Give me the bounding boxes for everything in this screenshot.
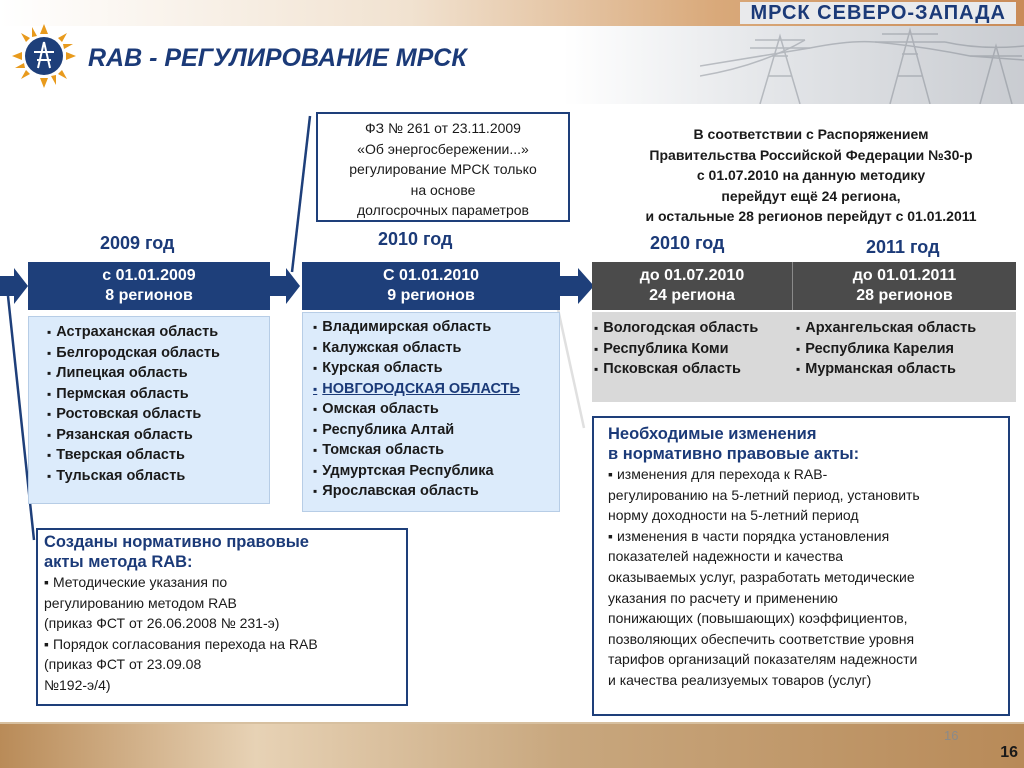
created-acts-line: ▪ Методические указания по	[44, 572, 400, 593]
needed-changes-line: и качества реализуемых товаров (услуг)	[608, 671, 872, 688]
column-header-date: до 01.07.2010	[639, 267, 745, 284]
list-item: ▪ Калужская область	[313, 338, 559, 359]
needed-changes-line: регулированию на 5-летний период, установить	[608, 486, 920, 503]
year-label-2011: 2011 год	[866, 237, 940, 257]
list-item: ▪ Омская область	[313, 399, 559, 420]
region-list-mid-2010	[592, 312, 792, 402]
needed-changes-box	[592, 416, 1010, 716]
decree-text	[604, 124, 1018, 227]
law-note-line: ФЗ № 261 от 23.11.2009	[365, 120, 521, 136]
needed-changes-line: тарифов организаций показателям надежности	[608, 651, 918, 668]
column-header-2009	[28, 262, 270, 310]
column-header-2011	[792, 262, 1016, 310]
law-note-line: «Об энергосбережении...»	[357, 140, 529, 157]
decree-line: с 01.07.2010 на данную методику	[696, 167, 926, 183]
column-header-count: 24 региона	[649, 287, 735, 304]
list-item: ▪ Владимирская область	[313, 317, 559, 338]
page-title: RAB - РЕГУЛИРОВАНИЕ МРСК	[88, 44, 467, 72]
needed-changes-line: ▪ изменения для перехода к RAB-	[608, 464, 994, 485]
region-list-2009	[28, 316, 270, 504]
needed-changes-title: Необходимые изменения	[608, 425, 817, 443]
created-acts-box	[36, 528, 408, 706]
list-item: ▪ Мурманская область	[796, 359, 1016, 380]
column-header-count: 8 регионов	[105, 287, 193, 304]
list-item: ▪ Пермская область	[47, 384, 269, 405]
list-item: ▪ Тверская область	[47, 445, 269, 466]
list-item: ▪ Тульская область	[47, 466, 269, 487]
list-item: ▪ Республика Алтай	[313, 420, 559, 441]
decree-line: перейдут ещё 24 региона,	[721, 187, 901, 204]
created-acts-title: Созданы нормативно правовые	[44, 533, 309, 551]
column-header-mid-2010	[592, 262, 792, 310]
created-acts-line: регулированию методом RAB	[44, 594, 237, 611]
needed-changes-line: указания по расчету и применению	[608, 589, 838, 606]
law-note-line: регулирование МРСК только	[349, 161, 537, 177]
list-item-highlighted: ▪ НОВГОРОДСКАЯ ОБЛАСТЬ	[313, 379, 559, 400]
law-note-line: на основе	[410, 181, 476, 198]
list-item: ▪ Курская область	[313, 358, 559, 379]
column-header-2010	[302, 262, 560, 310]
brand-name: МРСК СЕВЕРО-ЗАПАДА	[740, 2, 1016, 24]
list-item: ▪ Астраханская область	[47, 322, 269, 343]
created-acts-title: акты метода RAB:	[44, 553, 193, 571]
column-header-count: 28 регионов	[856, 287, 953, 304]
column-header-date: С 01.01.2010	[382, 267, 480, 284]
law-note-line: долгосрочных параметров	[357, 202, 529, 218]
decree-line: и остальные 28 регионов перейдут с 01.01.2011	[645, 208, 977, 224]
list-item: ▪ Республика Карелия	[796, 339, 1016, 360]
list-item: ▪ Ярославская область	[313, 481, 559, 502]
needed-changes-line: понижающих (повышающих) коэффициентов,	[608, 610, 908, 627]
list-item: ▪ Ростовская область	[47, 404, 269, 425]
list-item: ▪ Вологодская область	[594, 318, 792, 339]
list-item: ▪ Республика Коми	[594, 339, 792, 360]
footer-banner	[0, 724, 1024, 768]
list-item: ▪ Белгородская область	[47, 343, 269, 364]
year-label-2010-b: 2010 год	[650, 233, 725, 253]
needed-changes-title: в нормативно правовые акты:	[608, 445, 860, 463]
year-label-2010-a: 2010 год	[378, 229, 453, 249]
list-item: ▪ Архангельская область	[796, 318, 1016, 339]
created-acts-line: №192-э/4)	[44, 676, 111, 693]
region-list-2010	[302, 312, 560, 512]
list-item: ▪ Удмуртская Республика	[313, 461, 559, 482]
column-header-count: 9 регионов	[387, 287, 475, 304]
list-item: ▪ Псковская область	[594, 359, 792, 380]
decree-line: Правительства Российской Федерации №30-р	[649, 146, 973, 163]
region-list-2011	[792, 312, 1016, 402]
needed-changes-line: показателей надежности и качества	[608, 548, 844, 565]
needed-changes-line: ▪ изменения в части порядка установления	[608, 526, 994, 547]
column-header-date: до 01.01.2011	[852, 267, 957, 284]
list-item: ▪ Рязанская область	[47, 425, 269, 446]
created-acts-line: ▪ Порядок согласования перехода на RAB	[44, 634, 400, 655]
decree-line: В соответствии с Распоряжением	[693, 126, 929, 142]
list-item: ▪ Липецкая область	[47, 363, 269, 384]
slide-number-watermark: 16	[944, 728, 959, 743]
created-acts-line: (приказ ФСТ от 23.09.08	[44, 656, 202, 672]
year-label-2009: 2009 год	[100, 233, 175, 253]
needed-changes-line: норму доходности на 5-летний период	[608, 507, 859, 524]
list-item: ▪ Томская область	[313, 440, 559, 461]
column-header-date: с 01.01.2009	[102, 267, 196, 284]
law-note-box	[316, 112, 570, 222]
needed-changes-line: оказываемых услуг, разработать методические	[608, 568, 915, 585]
created-acts-line: (приказ ФСТ от 26.06.2008 № 231-э)	[44, 615, 280, 631]
needed-changes-line: позволяющих обеспечить соответствие уровня	[608, 630, 915, 647]
slide-number: 16	[1000, 744, 1018, 761]
